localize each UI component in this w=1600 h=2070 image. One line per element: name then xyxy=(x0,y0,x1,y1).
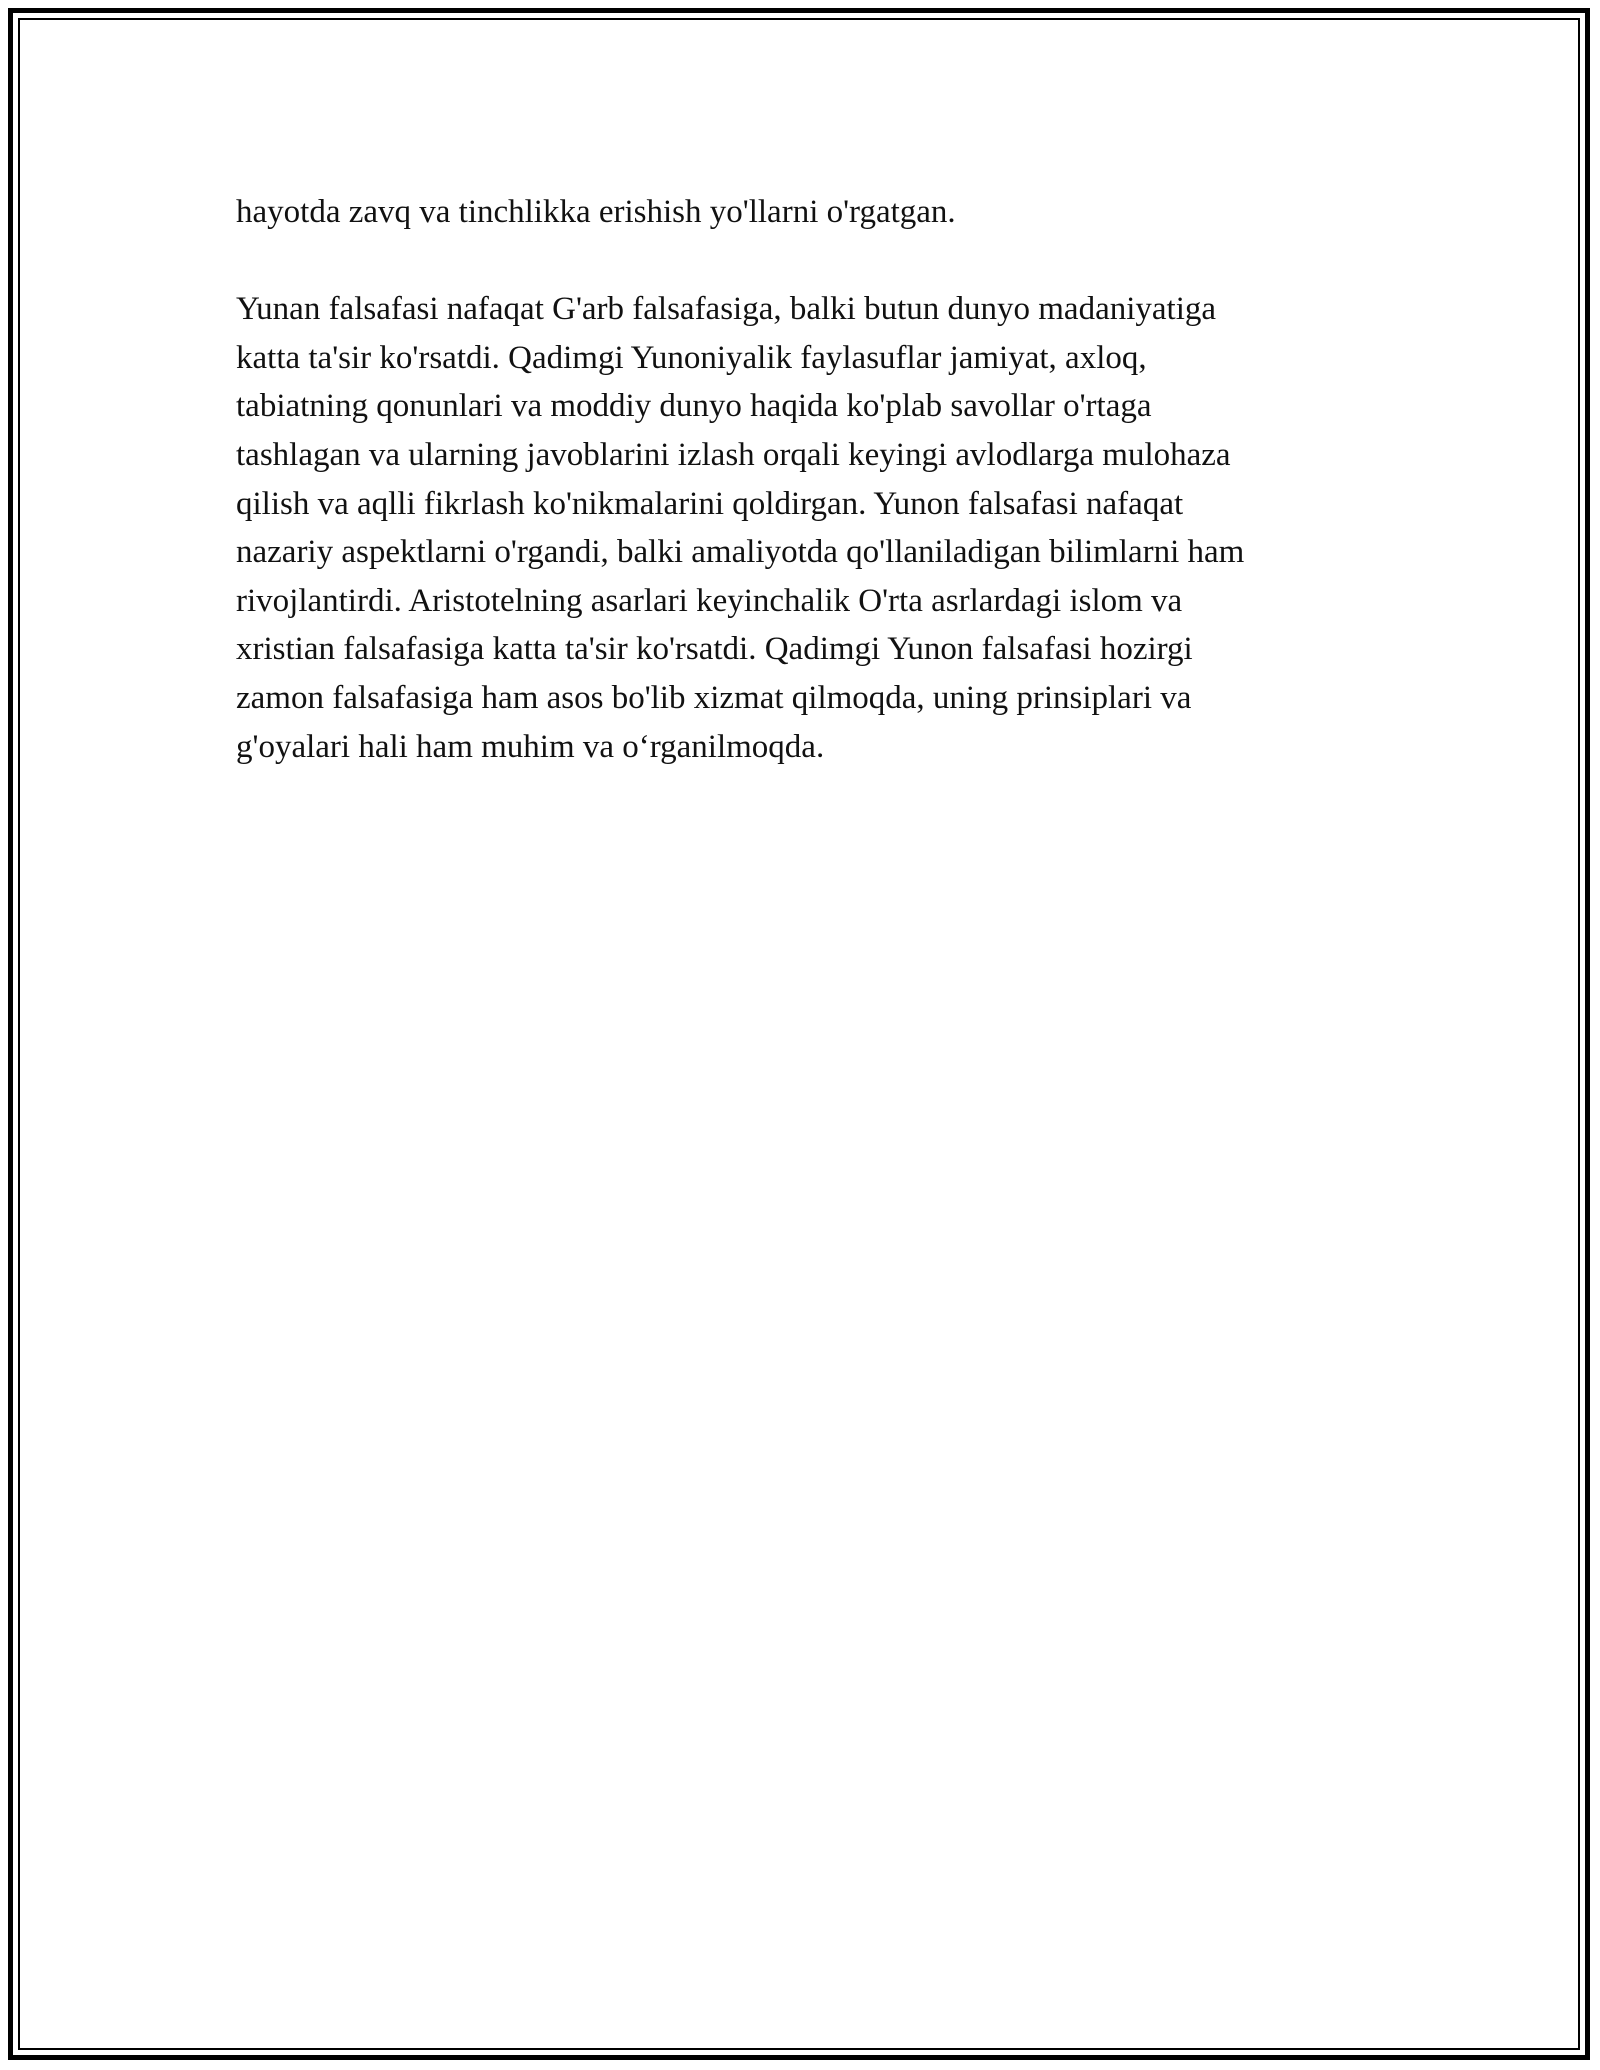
page-content xyxy=(236,188,1366,771)
paragraph-greek-philosophy-influence: Yunan falsafasi nafaqat G'arb falsafasiga, balki butun dunyo madaniyatiga katta ta'sir ko'rsatdi. Qadimgi Yunoniyalik faylasuflar jamiyat, axloq, tabiatning qonunlari va moddiy dunyo haqida ko'plab savollar o'rtaga tashlagan va ularning javoblarini izlash orqali keyingi avlodlarga mulohaza qilish va aqlli fikrlash ko'nikmalarini qoldirgan. Yunon falsafasi nafaqat nazariy aspektlarni o'rgandi, balki amaliyotda qo'llaniladigan bilimlarni ham rivojlantirdi. Aristotelning asarlari keyinchalik O'rta asrlardagi islom va xristian falsafasiga katta ta'sir ko'rsatdi. Qadimgi Yunon falsafasi hozirgi zamon falsafasiga ham asos bo'lib xizmat qilmoqda, uning prinsiplari va g'oyalari hali ham muhim va o‘rganilmoqda. xyxy=(236,291,1245,765)
paragraph-continuation: hayotda zavq va tinchlikka erishish yo'llarni o'rgatgan. xyxy=(236,194,956,230)
